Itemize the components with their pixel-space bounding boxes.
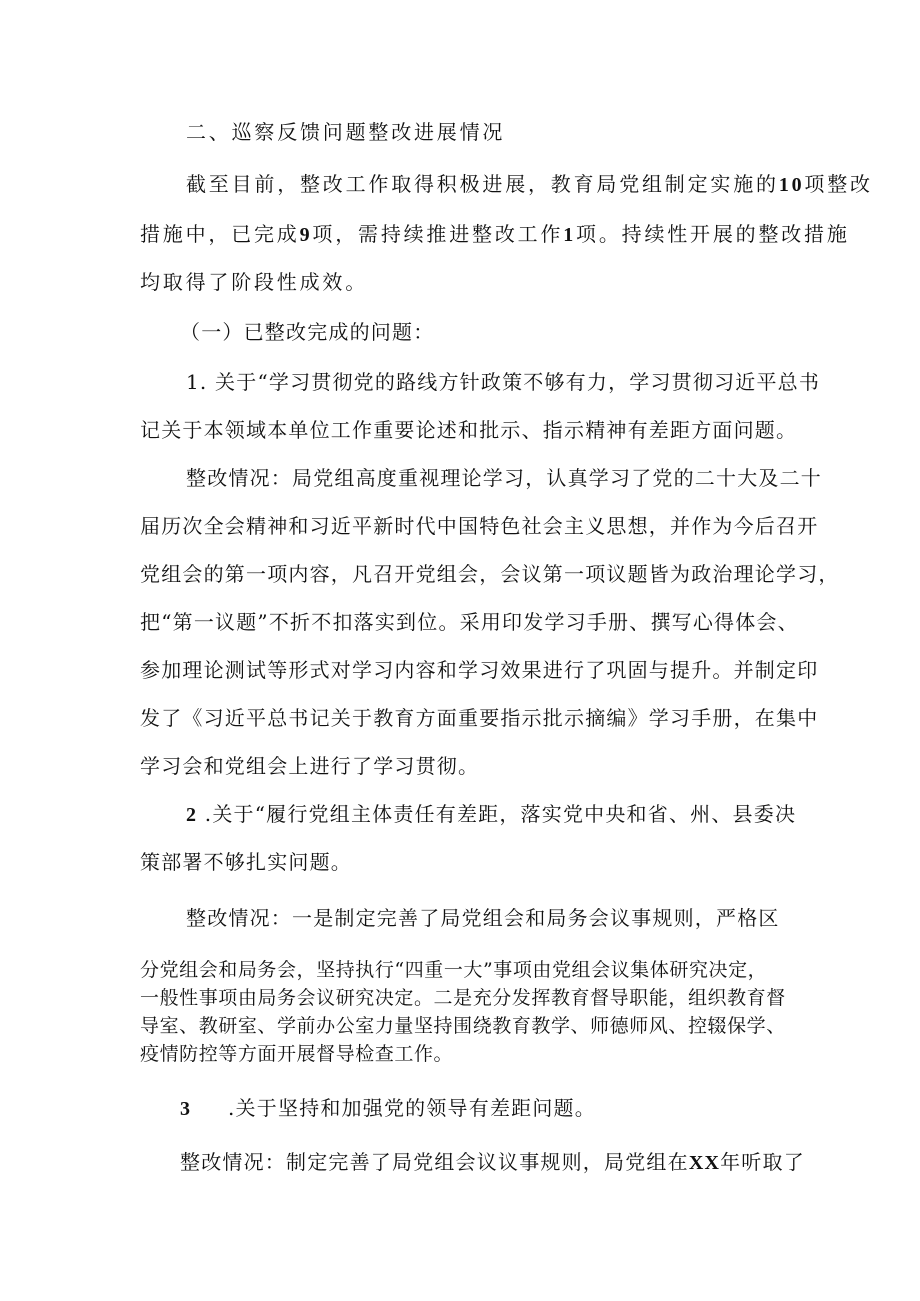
item-1-line-1: 1. 关于“学习贯彻党的路线方针政策不够有力，学习贯彻习近平总书 (186, 370, 821, 394)
item-3-number-line (180, 1096, 191, 1121)
fix-1-line-6: 发了《习近平总书记关于教育方面重要指示批示摘编》学习手册，在集中 (140, 706, 819, 730)
item-3-line: .关于坚持和加强党的领导有差距问题。 (228, 1096, 596, 1120)
fix-2-line-3: 一般性事项由局务会议研究决定。二是充分发挥教育督导职能，组织教育督 (140, 987, 786, 1009)
item-2-line-1 (186, 802, 796, 827)
item-text: .关于“履行党组主体责任有差距，落实党中央和省、州、县委决 (197, 802, 797, 826)
fix-1-line-2: 届历次全会精神和习近平新时代中国特色社会主义思想，并作为今后召开 (140, 514, 819, 538)
intro-text: 措施中，已完成 (140, 222, 300, 246)
fix-1-line-5: 参加理论测试等形式对学习内容和学习效果进行了巩固与提升。并制定印 (140, 658, 819, 682)
intro-text: 项。持续性开展的整改措施 (576, 222, 850, 246)
fix-2-line-1: 整改情况：一是制定完善了局党组会和局务会议事规则，严格区 (186, 906, 780, 930)
intro-line-1 (186, 172, 873, 197)
fix-text: 整改情况：制定完善了局党组会议议事规则，局党组在 (180, 1150, 689, 1174)
fix-2-line-5: 疫情防控等方面开展督导检查工作。 (140, 1043, 454, 1065)
count-value: 9 (299, 224, 313, 246)
subsection-heading: （一）已整改完成的问题： (180, 320, 435, 344)
intro-text: 项，需持续推进整改工作 (312, 222, 564, 246)
item-1-line-2: 记关于本领域本单位工作重要论述和批示、指示精神有差距方面问题。 (140, 418, 798, 442)
section-heading: 二、巡察反馈问题整改进展情况 (186, 120, 506, 144)
fix-1-line-4: 把“第一议题”不折不扣落实到位。采用印发学习手册、撰写心得体会、 (140, 610, 799, 634)
fix-3-line-1 (180, 1150, 805, 1175)
fix-text: 年听取了 (720, 1150, 805, 1174)
fix-1-line-7: 学习会和党组会上进行了学习贯彻。 (140, 754, 480, 778)
item-2-line-2: 策部署不够扎实问题。 (140, 850, 352, 874)
intro-text: 截至目前，整改工作取得积极进展，教育局党组制定实施的 (186, 172, 779, 196)
fix-1-line-3: 党组会的第一项内容，凡召开党组会，会议第一项议题皆为政治理论学习， (140, 562, 840, 586)
fix-2-line-2: 分党组会和局务会，坚持执行“四重一大”事项由党组会议集体研究决定， (140, 959, 768, 981)
item-number: 2 (186, 804, 198, 826)
intro-line-2 (140, 222, 850, 247)
fix-2-line-4: 导室、教研室、学前办公室力量坚持围绕教育教学、师德师风、控辍保学、 (140, 1015, 786, 1037)
count-value: 1 (563, 224, 577, 246)
intro-text: 项整改 (804, 172, 873, 196)
fix-1-line-1: 整改情况：局党组高度重视理论学习，认真学习了党的二十大及二十 (186, 466, 822, 490)
intro-line-3: 均取得了阶段性成效。 (140, 270, 368, 294)
item-number: 3 (180, 1098, 192, 1120)
year-placeholder: XX (688, 1152, 721, 1174)
count-value: 10 (778, 174, 805, 196)
